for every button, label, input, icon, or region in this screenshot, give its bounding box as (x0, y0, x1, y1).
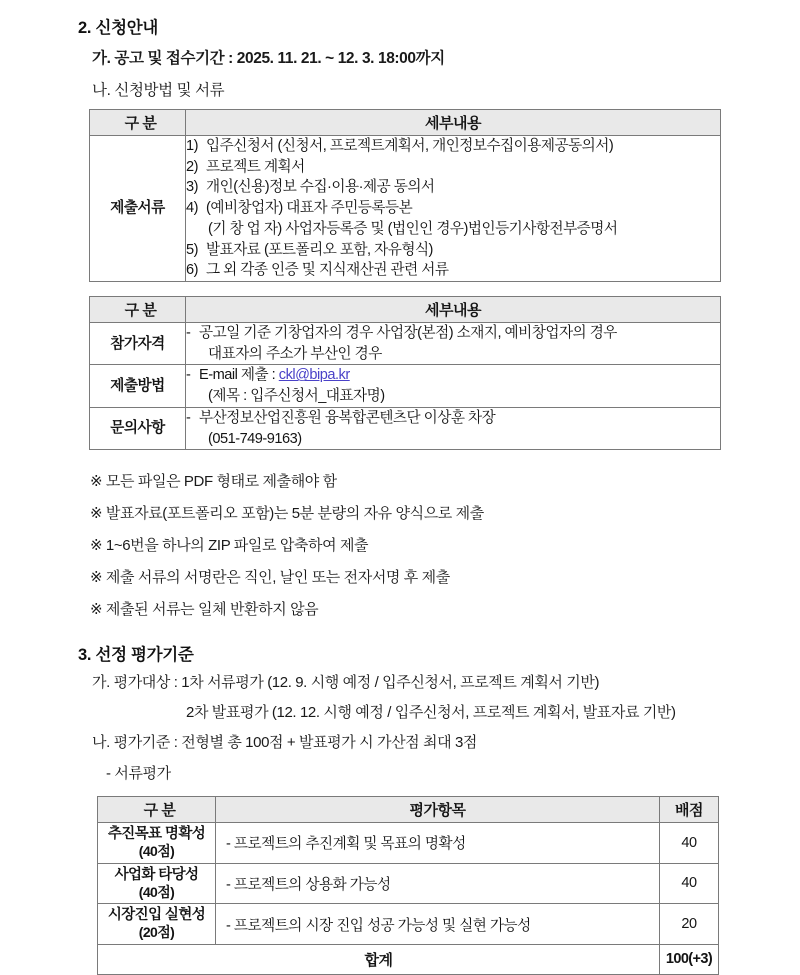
note-item-1: ※ 모든 파일은 PDF 형태로 제출해야 함 (90, 473, 337, 490)
eligibility-line-1-text: 공고일 기준 기창업자의 경우 사업장(본점) 소재지, 예비창업자의 경우 (199, 325, 617, 341)
email-link[interactable]: ckl@bipa.kr (278, 367, 350, 384)
section-3-item-a-line2: 2차 발표평가 (12. 12. 시행 예정 / 입주신청서, 프로젝트 계획서, 발표자료 기반) (186, 704, 676, 721)
doc-line-4-text: (예비창업자) 대표자 주민등록등본 (206, 200, 413, 217)
row-label-submission-method: 제출방법 (90, 365, 186, 407)
criterion-points-3: (20점) (138, 924, 175, 941)
doc-line-6 (186, 260, 720, 281)
table-header-row (90, 110, 721, 136)
bullet-dash: - (186, 409, 191, 426)
doc-line-3 (186, 177, 720, 198)
column-header-category: 구 분 (90, 297, 186, 323)
column-header-category: 구 분 (90, 110, 186, 136)
row-label-contact: 문의사항 (90, 407, 186, 449)
criterion-cell-1 (98, 823, 216, 864)
table-row-contact (90, 407, 721, 449)
criterion-name-1: 추진목표 명확성 (107, 826, 206, 842)
section-3-heading: 3. 선정 평가기준 (78, 646, 194, 664)
doc-line-2-number: 2) (186, 158, 198, 175)
row-label-submission-docs: 제출서류 (90, 136, 186, 282)
eligibility-content (186, 323, 721, 365)
submission-method-label: E-mail 제출 : (199, 367, 279, 384)
evaluation-item-2: - 프로젝트의 상용화 가능성 (216, 863, 660, 904)
table-row (98, 863, 719, 904)
table-row-total (98, 944, 719, 974)
doc-line-6-number: 6) (186, 262, 198, 279)
table-row (98, 904, 719, 945)
doc-line-6-text: 그 외 각종 인증 및 지식재산권 관련 서류 (206, 262, 449, 279)
contact-content (186, 407, 721, 449)
criterion-cell-2 (98, 863, 216, 904)
bullet-dash: - (186, 367, 191, 384)
doc-line-5-number: 5) (186, 241, 198, 258)
criterion-name-3: 시장진입 실현성 (107, 907, 206, 924)
doc-line-5 (186, 240, 720, 261)
doc-line-3-text: 개인(신용)정보 수집·이용·제공 동의서 (206, 179, 435, 196)
total-label: 합계 (98, 944, 660, 974)
doc-line-1-number: 1) (186, 138, 198, 154)
doc-line-4-number: 4) (186, 200, 198, 217)
note-item-3: ※ 1~6번을 하나의 ZIP 파일로 압축하여 제출 (90, 537, 369, 554)
table-row (90, 136, 721, 282)
doc-line-1 (186, 136, 720, 157)
doc-line-2 (186, 157, 720, 178)
submission-docs-content (186, 136, 721, 282)
table-row-eligibility (90, 323, 721, 365)
criterion-points-1: (40점) (138, 843, 175, 860)
criterion-cell-3 (98, 904, 216, 945)
section-2-item-b: 나. 신청방법 및 서류 (92, 82, 225, 99)
note-item-2: ※ 발표자료(포트폴리오 포함)는 5분 분량의 자유 양식으로 제출 (90, 505, 484, 522)
application-info-table (89, 296, 721, 450)
contact-person: 부산정보산업진흥원 융복합콘텐츠단 이상훈 차장 (199, 409, 496, 426)
evaluation-criteria-table (97, 796, 719, 975)
column-header-score: 배점 (660, 797, 719, 823)
doc-line-2-text: 프로젝트 계획서 (206, 158, 305, 175)
table-row-submission-method (90, 365, 721, 407)
table-header-row (98, 797, 719, 823)
doc-line-4b (186, 219, 720, 240)
submission-method-line-2 (186, 386, 720, 407)
evaluation-item-1: - 프로젝트의 추진계획 및 목표의 명확성 (216, 823, 660, 864)
table-header-row (90, 297, 721, 323)
doc-line-4 (186, 198, 720, 219)
contact-line-2 (186, 429, 720, 450)
column-header-details: 세부내용 (186, 110, 721, 136)
criterion-name-2: 사업화 타당성 (114, 866, 199, 883)
section-3-item-b: 나. 평가기준 : 전형별 총 100점 + 발표평가 시 가산점 최대 3점 (92, 734, 477, 751)
submission-method-line-2-text: (제목 : 입주신청서_대표자명) (208, 388, 385, 405)
contact-line-1 (186, 408, 720, 429)
doc-line-3-number: 3) (186, 179, 198, 196)
bullet-dash: - (186, 325, 191, 341)
row-label-eligibility: 참가자격 (90, 323, 186, 365)
eligibility-line-1 (186, 323, 720, 344)
table-row (98, 823, 719, 864)
contact-phone: (051-749-9163) (208, 430, 302, 447)
submission-method-line-1 (186, 365, 720, 386)
submission-documents-table (89, 109, 721, 282)
doc-line-5-text: 발표자료 (포트폴리오 포함, 자유형식) (206, 241, 433, 258)
section-3-item-a-line1: 가. 평가대상 : 1차 서류평가 (12. 9. 시행 예정 / 입주신청서, 프로젝트 계획서 기반) (92, 674, 600, 691)
column-header-evaluation-item: 평가항목 (216, 797, 660, 823)
evaluation-item-3: - 프로젝트의 시장 진입 성공 가능성 및 실현 가능성 (216, 904, 660, 945)
column-header-details: 세부내용 (186, 297, 721, 323)
doc-line-4b-text: (기 창 업 자) 사업자등록증 및 (법인인 경우)법인등기사항전부증명서 (208, 220, 618, 237)
section-3-item-b-sub: - 서류평가 (106, 765, 171, 782)
score-value-3: 20 (660, 904, 719, 945)
doc-line-1-text: 입주신청서 (신청서, 프로젝트계획서, 개인정보수집이용제공동의서) (206, 138, 614, 154)
note-item-5: ※ 제출된 서류는 일체 반환하지 않음 (90, 601, 319, 618)
eligibility-line-2-text: 대표자의 주소가 부산인 경우 (208, 345, 382, 362)
criterion-points-2: (40점) (138, 883, 175, 900)
section-2-heading: 2. 신청안내 (78, 19, 159, 37)
column-header-category: 구 분 (98, 797, 216, 823)
section-2-item-a: 가. 공고 및 접수기간 : 2025. 11. 21. ~ 12. 3. 18:00까지 (92, 50, 445, 67)
score-value-1: 40 (660, 823, 719, 864)
score-value-2: 40 (660, 863, 719, 904)
eligibility-line-2 (186, 344, 720, 365)
total-score-value: 100(+3) (660, 944, 719, 974)
note-item-4: ※ 제출 서류의 서명란은 직인, 날인 또는 전자서명 후 제출 (90, 569, 450, 586)
submission-method-content (186, 365, 721, 407)
